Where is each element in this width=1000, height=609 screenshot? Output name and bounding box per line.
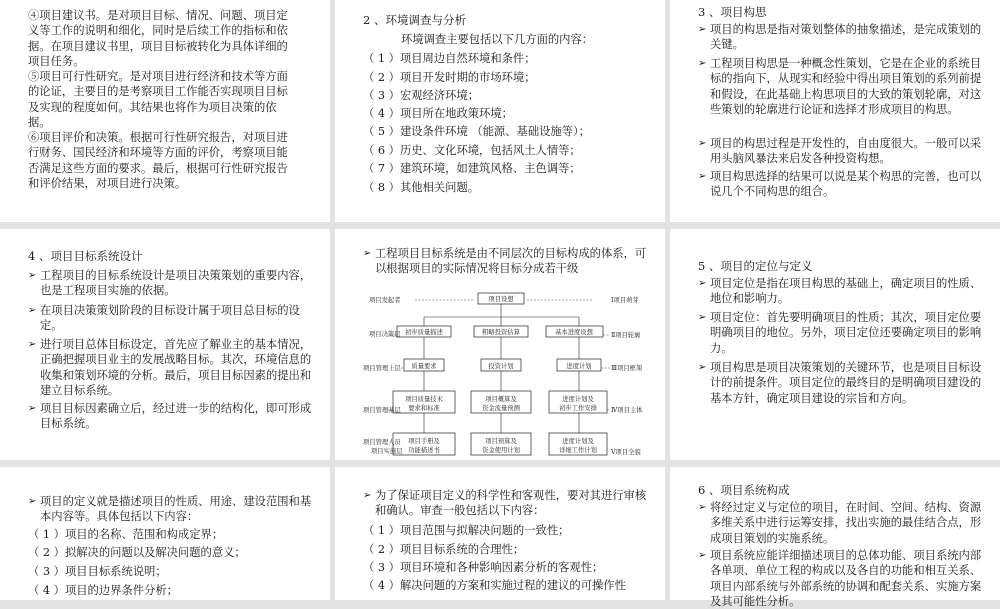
slide-project-proposal	[0, 0, 330, 222]
level-label-right: Ⅳ项目主体	[611, 407, 643, 414]
bullet-item: ➢ 项目定位：首先要明确项目的性质；其次，项目定位要明确项目的地位。另外，项目定位还要确定项目的影响力。	[698, 311, 982, 355]
diagram-box-label: 基本进度设想	[555, 329, 593, 336]
arrow-bullet-icon: ➢	[363, 490, 372, 501]
list-item: （ 3 ）项目环境和各种影响因素分析的客观性；	[363, 561, 604, 574]
slide-heading: 2 、环境调查与分析	[363, 13, 466, 27]
slide-heading: 6 、项目系统构成	[698, 483, 790, 497]
arrow-bullet-icon: ➢	[698, 502, 707, 513]
arrow-bullet-icon: ➢	[28, 270, 37, 281]
paragraph-feasibility: ⑤项目可行性研究。是对项目进行经济和技术等方面的论证，主要目的是考察项目工作能否实现项目目标及实现的程度如何。其结果也将作为项目决策的依据。	[28, 70, 288, 129]
list-item: （ 1 ）项目范围与拟解决问题的一致性；	[363, 524, 570, 537]
arrow-bullet-icon: ➢	[698, 138, 707, 149]
paragraph-proposal: ④项目建议书。是对项目目标、情况、问题、项目定义等工作的说明和细化，同时是后续工作的指标和依据。在项目建议书里，项目目标被转化为具体详细的项目任务。	[28, 9, 288, 68]
list-item: （ 4 ）解决问题的方案和实施过程的建议的可操作性	[363, 579, 626, 592]
arrow-bullet-icon: ➢	[28, 305, 37, 316]
diagram-box-label: 资金流量预测	[482, 405, 520, 412]
diagram-box-label: 进度计划	[566, 363, 592, 370]
bullet-item: ➢ 在项目决策策划阶段的目标设计属于项目总目标的设定。	[28, 304, 300, 333]
diagram-box-label: 详细工作计划	[559, 447, 597, 454]
level-label-left: 项目管理基层	[363, 407, 401, 414]
slide-heading: 4 、项目目标系统设计	[28, 249, 143, 263]
level-label-left: 项目管理人员	[363, 439, 401, 446]
bullet-item: ➢ 项目构思是项目决策策划的关键环节，也是项目目标设计的前提条件。项目定位的最终目的是明确项目建设的基本方针，确定项目建设的宗旨和方向。	[698, 361, 982, 405]
level-label-right: Ⅴ项目全貌	[611, 449, 641, 456]
list-item: （ 3 ）项目目标系统说明；	[28, 565, 167, 578]
bullet-item: ➢ 项目系统应能详细描述项目的总体功能、项目系统内部各单项、单位工程的构成以及各自的功能和相互关系、项目内部系统与外部系统的协调和配套关系、实施方案及其可能性分析。	[698, 549, 982, 608]
diagram-box-label: 项目质量技术	[405, 396, 443, 403]
list-item: （ 4 ）项目所在地政策环境；	[363, 107, 513, 120]
diagram-box-label: 质量要求	[411, 363, 437, 370]
list-item: （ 1 ）项目周边自然环境和条件；	[363, 52, 536, 65]
slide-heading: 5 、项目的定位与定义	[698, 259, 813, 273]
list-item: （ 2 ）项目开发时期的市场环境；	[363, 71, 536, 84]
list-item: （ 7 ）建筑环境，如建筑风格、主色调等；	[363, 162, 581, 175]
bullet-item: ➢ 项目构思选择的结果可以说是某个构思的完善，也可以说几个不同构思的组合。	[698, 170, 982, 199]
slide-target-hierarchy	[335, 229, 665, 460]
target-hierarchy-diagram	[335, 229, 665, 460]
bullet-item: ➢ 项目目标因素确立后，经过进一步的结构化，即可形成目标系统。	[28, 402, 312, 431]
diagram-box-label: 项目概算及	[485, 396, 517, 403]
diagram-box-label: 项目预算及	[485, 438, 517, 445]
diagram-box-label: 初步工作安排	[559, 405, 597, 412]
bullet-item: ➢ 工程项目构思是一种概念性策划，它是在企业的系统目标的指向下，从现实和经验中得出项目策划的系列前提和假设，在此基础上构思项目的大致的策划轮廓，对这些策划的轮廓进行论证和选择才形成项目的构思。	[698, 57, 982, 116]
slide-project-definition	[0, 467, 330, 600]
slide-environment-survey	[335, 0, 665, 222]
bullet-item: ➢ 为了保证项目定义的科学性和客观性，要对其进行审核和确认。审查一般包括以下内容：	[363, 489, 647, 518]
list-item: （ 5 ）建设条件环境 （能源、基础设施等）；	[363, 125, 590, 138]
bullet-item: ➢ 工程项目的目标系统设计是项目决策策划的重要内容，也是工程项目实施的依据。	[28, 269, 312, 298]
level-label-right: Ⅲ项目框架	[611, 365, 643, 372]
arrow-bullet-icon: ➢	[698, 362, 707, 373]
diagram-box-label: 项目手册及	[408, 438, 440, 445]
bullet-item: ➢ 项目的构思过程是开发性的，自由度很大。一般可以采用头脑风暴法来启发各种投资构想。	[698, 137, 982, 166]
arrow-bullet-icon: ➢	[698, 312, 707, 323]
arrow-bullet-icon: ➢	[698, 278, 707, 289]
level-label-right: Ⅰ项目萌芽	[611, 297, 639, 304]
paragraph-evaluation: ⑥项目评价和决策。根据可行性研究报告，对项目进行财务、国民经济和环境等方面的评价，考察项目能否满足这些方面的要求。最后，根据可行性研究报告和评价结果，对项目进行决策。	[28, 131, 288, 190]
diagram-box-label: 资金使用计划	[482, 447, 520, 454]
list-item: （ 2 ）拟解决的问题以及解决问题的意义；	[28, 546, 246, 559]
bullet-item: ➢ 工程项目目标系统是由不同层次的目标构成的体系，可以根据项目的实际情况将目标分成若干级	[363, 247, 647, 276]
slide-target-system-design	[0, 229, 330, 460]
list-item: （ 8 ）其他相关问题。	[363, 181, 480, 194]
arrow-bullet-icon: ➢	[698, 550, 707, 561]
level-label-left: 项目实施层	[371, 448, 403, 455]
bullet-item: ➢ 进行项目总体目标设定，首先应了解业主的基本情况，正确把握项目业主的发展战略目标。其次，环境信息的收集和策划环境的分析。最后，项目目标因素的提出和建立目标系统。	[28, 338, 312, 397]
slide-positioning-definition	[670, 229, 1000, 460]
list-item: （ 6 ）历史、文化环境，包括风土人情等；	[363, 144, 581, 157]
arrow-bullet-icon: ➢	[363, 248, 372, 259]
diagram-box-label: 项目设想	[488, 296, 514, 303]
diagram-box-label: 进度计划及	[562, 438, 594, 445]
diagram-box-label: 投资计划	[488, 363, 514, 370]
diagram-box-label: 要求和标准	[408, 405, 440, 412]
arrow-bullet-icon: ➢	[698, 58, 707, 69]
list-item: （ 4 ）项目的边界条件分析；	[28, 584, 178, 597]
diagram-box-label: 功能描述书	[408, 447, 440, 454]
bullet-item: ➢ 项目定位是指在项目构思的基础上，确定项目的性质、地位和影响力。	[698, 277, 982, 306]
arrow-bullet-icon: ➢	[28, 496, 37, 507]
diagram-box-label: 进度计划及	[562, 396, 594, 403]
intro-text: 环境调查主要包括以下几方面的内容：	[401, 33, 594, 46]
diagram-box-label: 粗略投资估算	[482, 329, 520, 336]
arrow-bullet-icon: ➢	[698, 24, 707, 35]
bullet-item: ➢ 项目的定义就是描述项目的性质、用途、建设范围和基本内容等。具体包括以下内容：	[28, 495, 312, 524]
level-label-left: 项目管理上层	[363, 365, 401, 372]
arrow-bullet-icon: ➢	[28, 339, 37, 350]
level-label-left: 项目发起者	[369, 297, 401, 304]
list-item: （ 1 ）项目的名称、范围和构成定界；	[28, 528, 224, 541]
slide-project-concept	[670, 0, 1000, 222]
arrow-bullet-icon: ➢	[698, 171, 707, 182]
slide-definition-review	[335, 467, 665, 600]
bullet-item: ➢ 将经过定义与定位的项目，在时间、空间、结构、资源多维关系中进行运筹安排，找出实施的最佳结合点，形成项目策划的实施系统。	[698, 501, 982, 545]
list-item: （ 3 ）宏观经济环境；	[363, 89, 480, 102]
slide-system-composition	[670, 467, 1000, 608]
list-item: （ 2 ）项目目标系统的合理性；	[363, 543, 525, 556]
slide-heading: 3 、项目构思	[698, 5, 767, 19]
level-label-right: Ⅱ项目轮廓	[611, 332, 641, 339]
arrow-bullet-icon: ➢	[28, 403, 37, 414]
bullet-item: ➢ 项目的构思是指对策划整体的抽象描述，是完成策划的关键。	[698, 23, 982, 52]
diagram-box-label: 初步质量描述	[405, 329, 443, 336]
level-label-left: 项目决策层	[369, 331, 401, 338]
